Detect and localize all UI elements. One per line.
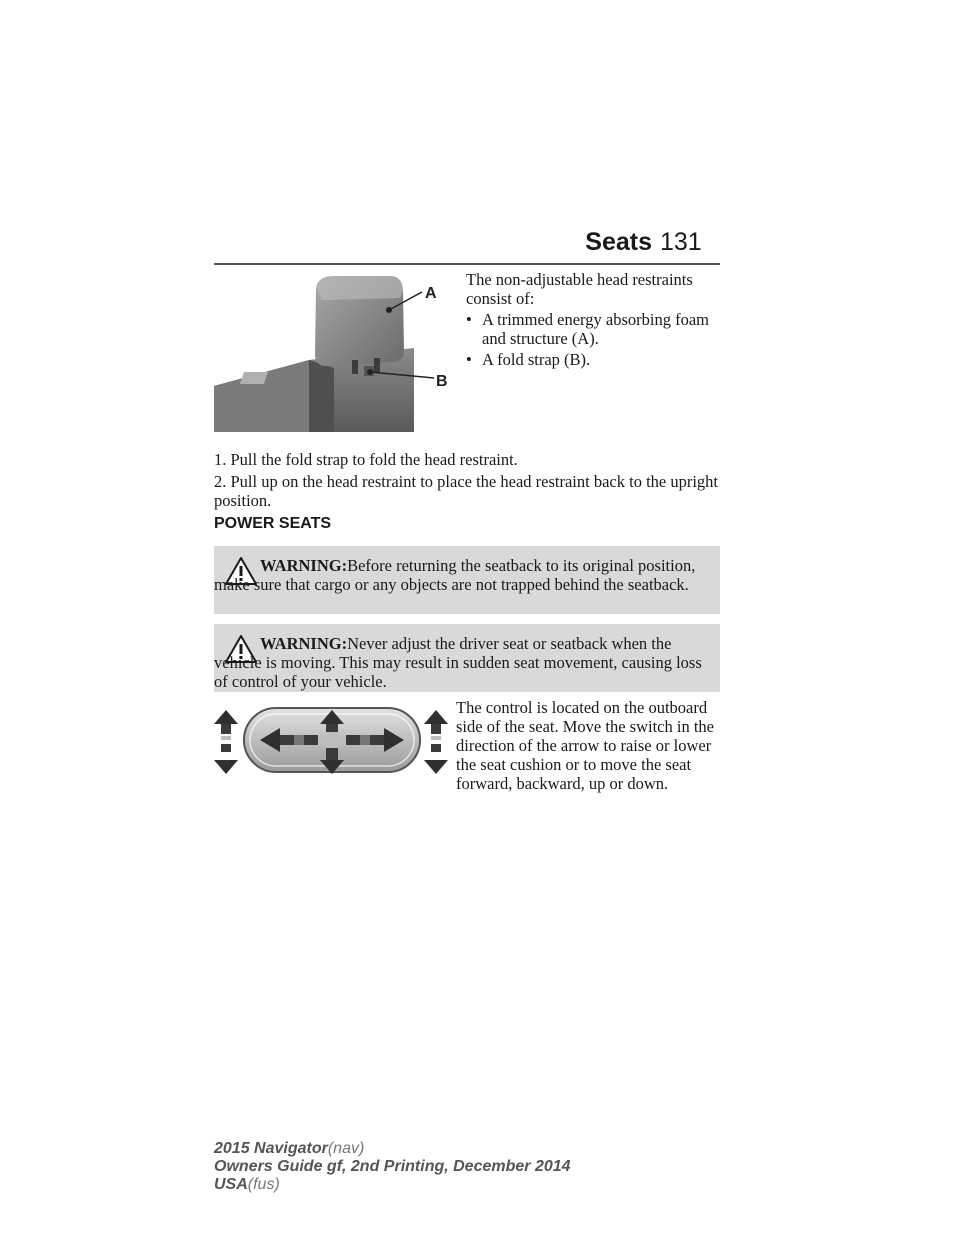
bullet-icon: •	[466, 310, 472, 329]
warning-box	[214, 624, 720, 692]
warning-text	[214, 624, 720, 691]
page-number: 131	[660, 228, 702, 256]
footer-line-1	[214, 1140, 571, 1158]
footer-line-2: Owners Guide gf, 2nd Printing, December 2014	[214, 1158, 571, 1175]
label-b: B	[436, 373, 448, 390]
footer	[214, 1140, 571, 1194]
footer-market: USA	[214, 1176, 248, 1193]
bullet-icon: •	[466, 350, 472, 369]
power-control-description: The control is located on the outboard side of the seat. Move the switch in the direction of the arrow to raise or lower the seat cushion or to move the seat forward, backward, up or down.	[456, 698, 714, 793]
header-rule	[214, 263, 720, 265]
power-seat-switch-illustration	[214, 702, 448, 778]
headrest-figure	[214, 268, 458, 432]
footer-market-code: (fus)	[247, 1176, 280, 1193]
warning-body: Before returning the seatback to its original position, make sure that cargo or any objects are not trapped behind the seatback.	[214, 556, 696, 594]
bullet-item	[466, 310, 722, 348]
bullet-item	[466, 350, 722, 369]
power-seat-control-figure	[214, 702, 448, 778]
bullet-text: A fold strap (B).	[482, 350, 591, 369]
page-title: Seats	[585, 228, 652, 256]
section-heading: POWER SEATS	[214, 515, 332, 532]
footer-line-3	[214, 1176, 571, 1194]
footer-model-code: (nav)	[327, 1140, 365, 1157]
warning-text	[214, 546, 720, 594]
label-a: A	[425, 285, 437, 302]
warning-body: Never adjust the driver seat or seatback when the vehicle is moving. This may result in sudden seat movement, causing loss of control of your vehicle.	[214, 634, 702, 691]
warning-label: WARNING:	[260, 556, 348, 575]
bullet-text: A trimmed energy absorbing foam and structure (A).	[482, 310, 709, 348]
headrest-illustration	[214, 268, 458, 432]
warning-box	[214, 546, 720, 614]
warning-label: WARNING:	[260, 634, 348, 653]
head-restraint-intro: The non-adjustable head restraints consist of:	[466, 270, 693, 308]
step-1: 1. Pull the fold strap to fold the head restraint.	[214, 450, 518, 469]
footer-model: 2015 Navigator	[214, 1140, 328, 1157]
step-2: 2. Pull up on the head restraint to place the head restraint back to the upright position.	[214, 472, 719, 510]
